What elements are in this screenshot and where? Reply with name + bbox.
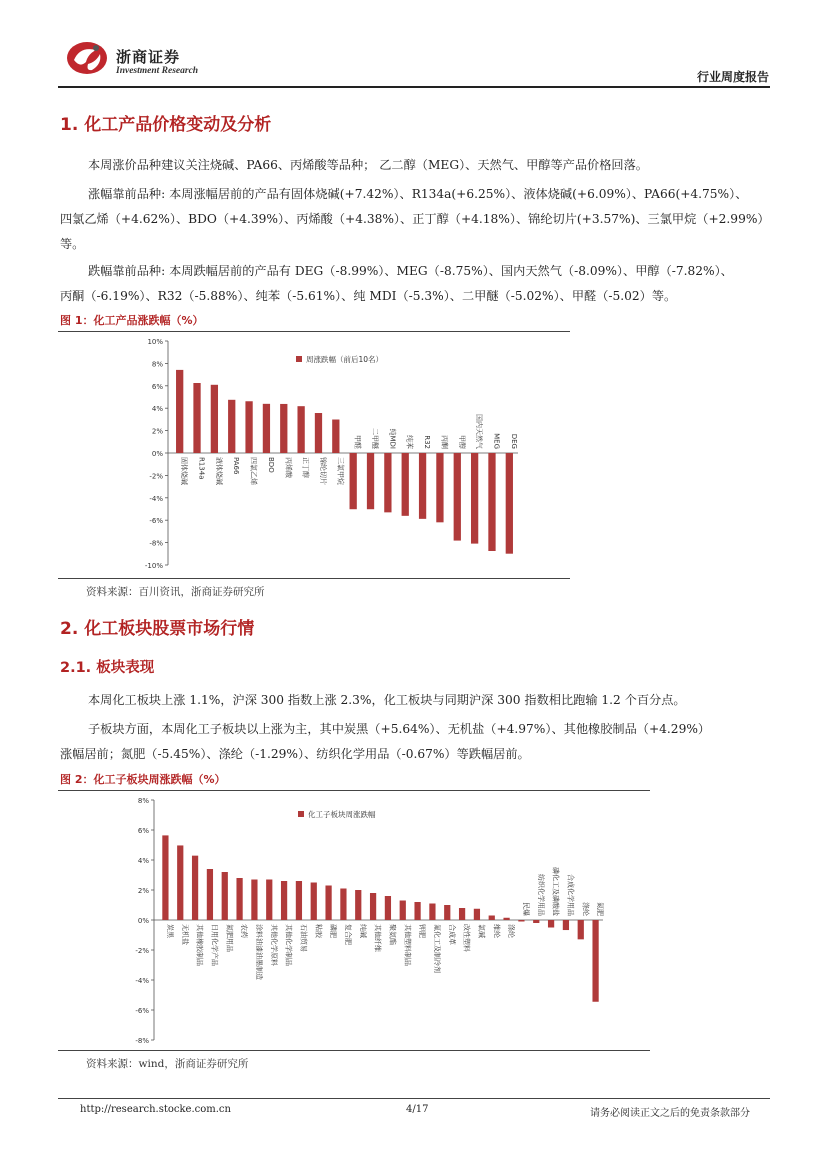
legend-label: 化工子板块周涨跌幅: [308, 810, 376, 819]
section-1-paragraph-2-line-2: 四氯乙烯（+4.62%）、BDO（+4.39%）、丙烯酸（+4.38%）、正丁醇（+4.18%）、锦纶切片(+3.57%)、三氯甲烷（+2.99%）: [60, 212, 770, 226]
bar: [315, 413, 322, 453]
y-tick-label: 4%: [151, 405, 163, 414]
bar: [297, 406, 304, 453]
category-label: 涤纶: [507, 924, 516, 938]
category-label: 二甲醚: [371, 428, 380, 449]
legend-swatch: [298, 811, 304, 817]
category-label: 纯苯: [405, 435, 414, 449]
category-label: 石油贸易: [299, 924, 308, 952]
bar: [367, 453, 374, 509]
y-tick-label: 4%: [137, 857, 149, 865]
category-label: 合成革: [447, 924, 456, 945]
category-label: 氮肥: [596, 902, 605, 916]
y-tick-label: 8%: [137, 797, 149, 805]
category-label: 纯MDI: [388, 428, 397, 449]
category-label: 维纶: [492, 924, 501, 938]
bar: [281, 881, 287, 920]
legend-label: 周涨跌幅（前后10名）: [306, 355, 384, 364]
bar: [370, 893, 376, 920]
category-label: 氯碱: [477, 924, 486, 938]
bar: [385, 896, 391, 920]
section-1-paragraph-3-line-2: 丙酮（-6.19%）、R32（-5.88%）、纯苯（-5.61%）、纯 MDI（-5.3%）、二甲醚（-5.02%）、甲醛（-5.02）等。: [60, 289, 677, 303]
bar: [454, 453, 461, 541]
y-tick-label: -2%: [135, 947, 149, 955]
section-1-paragraph-1: 本周涨价品种建议关注烧碱、PA66、丙烯酸等品种； 乙二醇（MEG）、天然气、甲醇等产品价格回落。: [88, 158, 648, 172]
category-label: 涂料油漆油墨制造: [254, 924, 263, 980]
category-label: MEG: [492, 433, 501, 449]
bar: [471, 453, 478, 544]
category-label: 聚氨酯: [388, 924, 397, 945]
figure-2-top-rule: [58, 790, 650, 791]
report-type: 行业周度报告: [696, 70, 769, 84]
section-1-paragraph-3-line-1: 跌幅靠前品种: 本周跌幅居前的产品有 DEG（-8.99%）、MEG（-8.75%）、国内天然气（-8.09%）、甲醇（-7.82%）、: [88, 264, 733, 278]
bar: [459, 908, 465, 920]
bar: [162, 835, 168, 920]
category-label: BDO: [266, 457, 275, 473]
figure-1-title: 图 1：化工产品涨跌幅（%）: [60, 314, 204, 327]
figure-1-source: 资料来源：百川资讯，浙商证券研究所: [86, 586, 265, 598]
category-label: 其他化学原料: [269, 924, 278, 966]
bar: [578, 920, 584, 939]
figure-2-title: 图 2：化工子板块周涨跌幅（%）: [60, 773, 226, 786]
category-label: 纯碱: [358, 924, 367, 938]
category-label: 正丁醇: [301, 457, 310, 478]
bar: [263, 404, 270, 453]
bar: [489, 916, 495, 921]
bar: [228, 400, 235, 453]
bar: [400, 901, 406, 921]
bar: [236, 878, 242, 920]
y-tick-label: -4%: [135, 977, 149, 985]
category-label: 涤纶: [581, 902, 590, 916]
category-label: 合成化学用品: [566, 874, 575, 916]
category-label: R32: [423, 435, 432, 449]
bar: [192, 856, 198, 920]
header-divider: [58, 86, 770, 88]
y-tick-label: 0%: [151, 450, 163, 458]
category-label: 甲醇: [457, 435, 466, 449]
bar: [211, 385, 218, 453]
bar: [419, 453, 426, 519]
y-tick-label: 0%: [137, 917, 149, 925]
y-tick-label: 6%: [137, 827, 149, 835]
category-label: 其他化学制品: [284, 924, 293, 966]
bar: [429, 904, 435, 921]
bar: [176, 370, 183, 453]
bar: [533, 920, 539, 923]
y-tick-label: -6%: [149, 517, 163, 526]
category-label: 纺织化学用品: [536, 874, 545, 916]
bar: [592, 920, 598, 1002]
figure-1-top-rule: [58, 331, 570, 332]
bar: [266, 880, 272, 921]
section-1-title: 1. 化工产品价格变动及分析: [60, 115, 272, 135]
bar: [474, 909, 480, 920]
footer-divider: [58, 1098, 770, 1099]
category-label: 日用化学产品: [210, 924, 219, 966]
y-tick-label: -10%: [144, 562, 163, 570]
page-number: 4/17: [406, 1104, 429, 1115]
bar: [245, 401, 252, 453]
category-label: 炭黑: [165, 924, 174, 938]
section-1-paragraph-2-line-1: 涨幅靠前品种: 本周涨幅居前的产品有固体烧碱(+7.42%）、R134a(+6.25%）、液体烧碱(+6.09%）、PA66(+4.75%）、: [88, 187, 748, 201]
figure-2-bottom-rule: [58, 1050, 650, 1051]
section-2-title: 2. 化工板块股票市场行情: [60, 619, 255, 639]
category-label: 改性塑料: [462, 924, 471, 952]
category-label: 磷化工及磷酸盐: [551, 867, 560, 916]
bar: [414, 902, 420, 920]
bar: [325, 886, 331, 921]
category-label: 氟化工及制冷剂: [432, 924, 441, 973]
y-tick-label: -4%: [149, 494, 163, 503]
figure-1-chart: [58, 333, 570, 577]
bar: [251, 880, 257, 921]
category-label: 四氯乙烯: [249, 457, 258, 485]
bar: [355, 890, 361, 920]
category-label: R134a: [197, 457, 206, 480]
bar: [280, 404, 287, 453]
bar: [177, 845, 183, 920]
y-tick-label: 10%: [147, 338, 163, 346]
category-label: 无机盐: [180, 924, 189, 945]
bar: [488, 453, 495, 551]
y-tick-label: 2%: [151, 427, 163, 436]
figure-2-source: 资料来源：wind，浙商证券研究所: [86, 1058, 249, 1070]
category-label: 钾肥: [418, 924, 427, 938]
category-label: 其他塑料制品: [403, 924, 412, 966]
category-label: 磷肥: [329, 924, 338, 938]
bar: [311, 883, 317, 921]
category-label: 农药: [240, 924, 249, 938]
category-label: 丙酮: [440, 435, 449, 449]
brand-subtitle: Investment Research: [116, 66, 199, 76]
bar: [222, 872, 228, 920]
category-label: 氮肥用品: [225, 924, 234, 952]
category-label: 粘胶: [314, 924, 323, 938]
bar: [296, 881, 302, 920]
section-2-paragraph-2-line-2: 涨幅居前；氮肥（-5.45%）、涤纶（-1.29%）、纺织化学用品（-0.67%）等跌幅居前。: [60, 747, 530, 761]
bar: [332, 420, 339, 453]
category-label: 锦纶切片: [318, 457, 327, 485]
section-2-paragraph-2-line-1: 子板块方面，本周化工子板块以上涨为主，其中炭黑（+5.64%）、无机盐（+4.97%）、其他橡胶制品（+4.29%）: [88, 722, 711, 736]
bar: [350, 453, 357, 509]
bar: [384, 453, 391, 512]
y-tick-label: -8%: [149, 539, 163, 548]
section-1-paragraph-2-line-3: 等。: [60, 237, 85, 251]
figure-1-bottom-rule: [58, 578, 570, 579]
y-tick-label: 8%: [151, 360, 163, 369]
company-logo: [66, 40, 108, 76]
category-label: 三氯甲烷: [336, 457, 345, 485]
bar: [506, 453, 513, 554]
y-tick-label: -2%: [149, 472, 163, 481]
category-label: 其他纤维: [373, 924, 382, 952]
y-tick-label: 2%: [137, 887, 149, 895]
figure-2-chart: [58, 792, 650, 1048]
bar: [193, 383, 200, 453]
bar: [518, 920, 524, 922]
section-2-1-title: 2.1. 板块表现: [60, 660, 155, 676]
disclaimer-note: 请务必阅读正文之后的免责条款部分: [590, 1108, 750, 1119]
category-label: 复合肥: [343, 924, 352, 945]
category-label: 民爆: [521, 902, 530, 916]
y-tick-label: -6%: [135, 1007, 149, 1015]
category-label: 甲醛: [353, 435, 362, 449]
bar: [436, 453, 443, 522]
bar: [340, 889, 346, 921]
category-label: 固体烧碱: [180, 457, 189, 485]
brand-name: 浙商证券: [116, 48, 181, 66]
category-label: 国内天然气: [475, 414, 484, 449]
category-label: DEG: [509, 433, 518, 449]
bar: [563, 920, 569, 930]
bar: [207, 869, 213, 920]
y-tick-label: -8%: [135, 1037, 149, 1045]
category-label: 丙烯酸: [284, 457, 293, 478]
category-label: 其他橡胶制品: [195, 924, 204, 966]
bar: [402, 453, 409, 516]
category-label: 液体烧碱: [214, 457, 223, 485]
legend-swatch: [296, 356, 302, 362]
bar: [444, 905, 450, 920]
category-label: PA66: [232, 457, 241, 475]
section-2-paragraph-1: 本周化工板块上涨 1.1%，沪深 300 指数上涨 2.3%，化工板块与同期沪深 300 指数相比跑输 1.2 个百分点。: [88, 693, 686, 707]
y-tick-label: 6%: [151, 382, 163, 391]
bar: [503, 918, 509, 920]
bar: [548, 920, 554, 928]
footer-website-link[interactable]: http://research.stocke.com.cn: [80, 1104, 231, 1115]
